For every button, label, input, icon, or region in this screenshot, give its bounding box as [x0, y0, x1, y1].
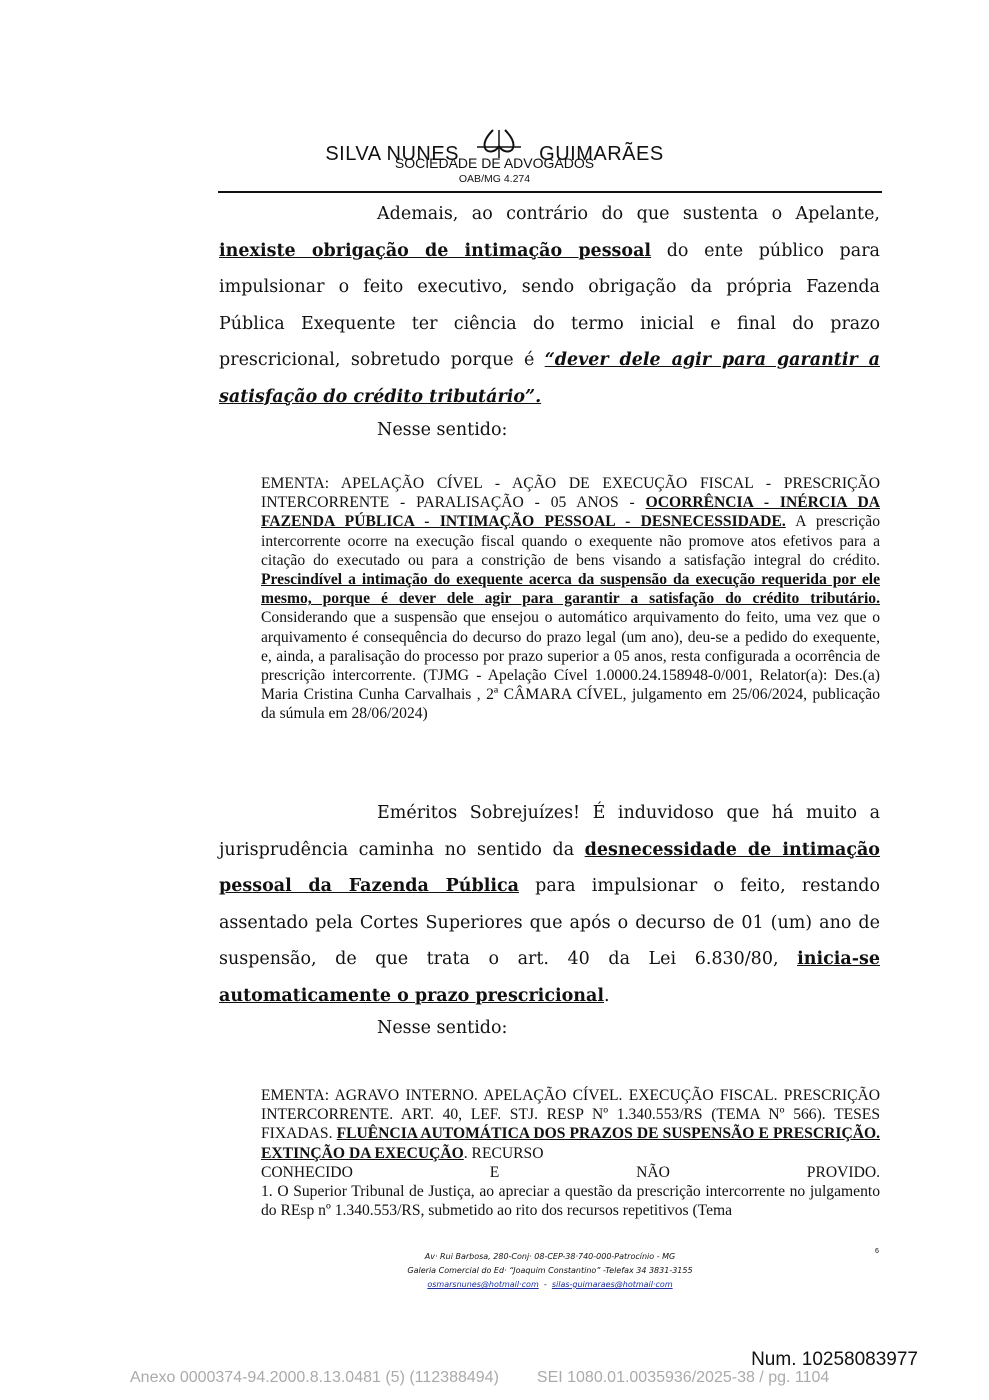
footer-email-1[interactable]: osmarsnunes@hotmail·com	[427, 1280, 539, 1289]
ementa-1-text: EMENTA: APELAÇÃO CÍVEL - AÇÃO DE EXECUÇÃO FISCAL - PRESCRIÇÃO INTERCORRENTE - PARALISAÇÃO - 05 ANOS -	[261, 475, 880, 512]
ementa-1-highlight: OCORRÊNCIA - INÉRCIA DA FAZENDA PÚBLICA - INTIMAÇÃO PESSOAL - DESNECESSIDADE.	[261, 494, 880, 531]
paragraph-2-text: Eméritos Sobrejuízes! É induvidoso que há muito a jurisprudência caminha no sentido da	[219, 803, 880, 860]
ementa-2-word: CONHECIDO	[261, 1163, 353, 1181]
ementa-2-highlight: FLUÊNCIA AUTOMÁTICA DOS PRAZOS DE SUSPENSÃO E PRESCRIÇÃO. EXTINÇÃO DA EXECUÇÃO	[261, 1125, 880, 1162]
ementa-2-text-3: 1. O Superior Tribunal de Justiça, ao apreciar a questão da prescrição intercorrente no julgamento do REsp nº 1.340.553/RS, submetido ao rito dos recursos repetitivos (Tema	[261, 1183, 880, 1220]
lead-in-1: Nesse sentido:	[377, 420, 508, 440]
ementa-2-spread-line	[261, 1163, 880, 1182]
paragraph-2-text-2: para impulsionar o feito, restando assentado pela Cortes Superiores que após o decurso de 01 (um) ano de suspensão, de que trata o art. 40 da Lei 6.830/80,	[219, 876, 880, 969]
ementa-1	[261, 474, 880, 724]
letterhead-subtitle: SOCIEDADE DE ADVOGADOS	[394, 155, 595, 171]
annex-right: SEI 1080.01.0035936/2025-38 / pg. 1104	[536, 1369, 830, 1386]
letterhead-divider	[218, 191, 882, 193]
footer-emails	[330, 1278, 770, 1291]
paragraph-2	[219, 795, 880, 1014]
letterhead-oab: OAB/MG 4.274	[458, 173, 531, 185]
ementa-2	[261, 1086, 880, 1220]
footer-email-separator: -	[543, 1280, 547, 1289]
paragraph-1-text: Ademais, ao contrário do que sustenta o Apelante,	[377, 204, 880, 224]
annex-reference	[130, 1369, 829, 1387]
ementa-2-text-2: . RECURSO	[463, 1144, 544, 1162]
firm-name-left: SILVA NUNES	[325, 143, 460, 166]
paragraph-1-emphasis: inexiste obrigação de intimação pessoal	[219, 240, 652, 261]
footer-address: Av· Rui Barbosa, 280-Conj· 08-CEP-38·740-000-Patrocínio - MG	[424, 1252, 676, 1261]
ementa-2-word: PROVIDO.	[806, 1163, 880, 1181]
ementa-1-highlight-2: Prescindível a intimação do exequente acerca da suspensão da execução requerida por ele mesmo, porque é dever dele agir para garantir a satisfação do crédito tributário.	[261, 571, 880, 608]
firm-name-right: GUIMARÃES	[539, 143, 664, 166]
paragraph-2-text-3: .	[604, 985, 610, 1006]
lead-in-2: Nesse sentido:	[377, 1018, 508, 1038]
document-number: Num. 10258083977	[751, 1349, 918, 1370]
paragraph-2-emphasis: desnecessidade de intimação pessoal da Fazenda Pública	[219, 839, 880, 896]
annex-left: Anexo 0000374-94.2000.8.13.0481 (5) (112388494)	[130, 1369, 499, 1386]
ementa-2-text: EMENTA: AGRAVO INTERNO. APELAÇÃO CÍVEL. EXECUÇÃO FISCAL. PRESCRIÇÃO INTERCORRENTE. ART. 40, LEF. STJ. RESP Nº 1.340.553/RS (TEMA Nº 566). TESES FIXADAS.	[261, 1087, 880, 1143]
ementa-1-text-3: Considerando que a suspensão que ensejou o automático arquivamento do feito, uma vez que o arquivamento é consequência do decurso do prazo legal (um ano), deu-se a pedido do exequente, e, ainda, a paralisação do processo por prazo superior a 05 anos, resta configurada a ocorrência de prescrição intercorrente. (TJMG - Apelação Cível 1.0000.24.158948-0/001, Relator(a): Des.(a) Maria Cristina Cunha Carvalhais , 2ª CÂMARA CÍVEL, julgamento em 25/06/2024, publicação da súmula em 28/06/2024)	[261, 609, 880, 723]
page-number: 6	[875, 1248, 879, 1255]
footer-gallery: Galeria Comercial do Ed· “Joaquim Constantino” -Telefax 34 3831-3155	[407, 1266, 693, 1275]
paragraph-2-emphasis-2: inicia-se automaticamente o prazo prescricional	[219, 949, 880, 1006]
ementa-2-word: E	[489, 1163, 500, 1181]
paragraph-1	[219, 196, 880, 415]
ementa-2-word: NÃO	[636, 1163, 670, 1181]
footer-email-2[interactable]: silas-guimaraes@hotmail·com	[551, 1280, 673, 1289]
ementa-1-text-2: A prescrição intercorrente ocorre na execução fiscal quando o exequente não promove atos efetivos para a citação do executado ou para a constrição de bens visando a satisfação integral do crédito.	[261, 513, 880, 569]
paragraph-1-text-2: do ente público para impulsionar o feito executivo, sendo obrigação da própria Fazenda Pública Exequente ter ciência do termo inicial e final do prazo prescricional, sobretudo porque é	[219, 240, 880, 370]
paragraph-1-quote: “dever dele agir para garantir a satisfação do crédito tributário”.	[219, 350, 880, 407]
